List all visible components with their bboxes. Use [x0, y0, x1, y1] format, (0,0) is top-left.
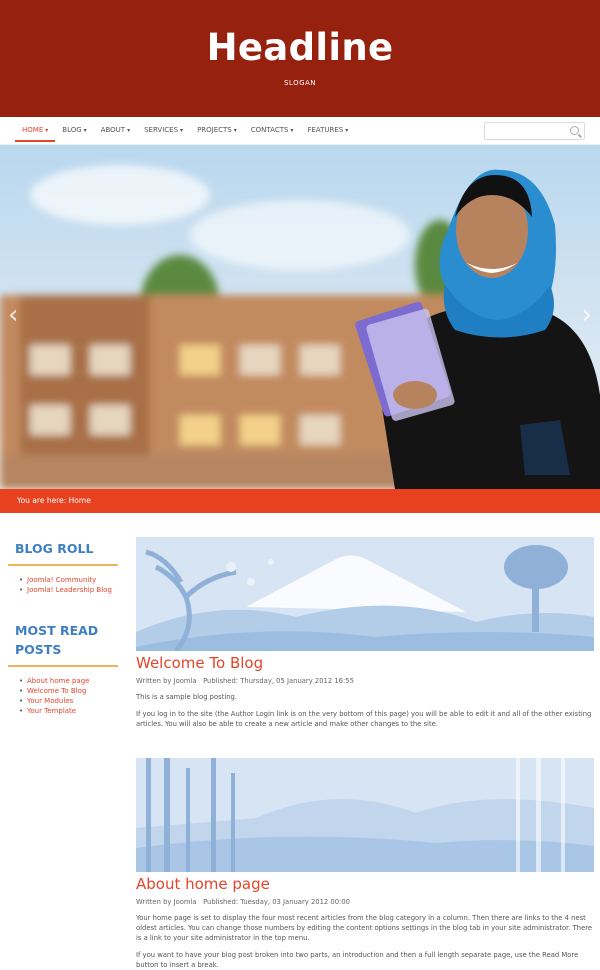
nav-item-home[interactable]: HOME ▾ — [15, 117, 55, 144]
article-paragraph: This is a sample blog posting. — [136, 693, 238, 701]
search-input[interactable] — [488, 129, 570, 145]
article-title[interactable]: Welcome To Blog — [136, 654, 264, 672]
main-column — [136, 537, 594, 970]
chevron-left-icon[interactable]: ‹ — [8, 300, 19, 330]
article-paragraph: If you want to have your blog post broken into two parts, an introduction and then a full length separate page, use the Read More button to insert a break. — [136, 951, 579, 969]
hero-image — [0, 145, 600, 489]
chevron-down-icon: ▾ — [233, 127, 237, 134]
list-item[interactable]: • Your Modules — [27, 696, 118, 706]
article-paragraph: Your home page is set to display the four most recent articles from the blog category in a column. Then there are links to the 4 nest oldest articles. You can change those numbers by editing the content options settings in the blog tab in your site administrator. There is a link to your site administrator in the top menu. — [136, 914, 593, 942]
article — [136, 537, 594, 729]
chevron-down-icon: ▾ — [83, 127, 87, 134]
chevron-down-icon: ▾ — [290, 127, 294, 134]
article-meta — [136, 898, 594, 906]
breadcrumb — [0, 489, 600, 513]
chevron-down-icon: ▾ — [345, 127, 349, 134]
nav-item-blog[interactable]: BLOG ▾ — [55, 117, 93, 144]
article-paragraph: If you log in to the site (the Author Login link is on the very bottom of this page) you will be able to edit it and all of the other existing articles. You will also be able to create a new article and make other changes to the site. — [136, 710, 592, 728]
chevron-down-icon: ▾ — [127, 127, 131, 134]
list-item[interactable]: • Joomla! Community — [27, 575, 118, 585]
divider — [8, 564, 118, 566]
search-box — [484, 122, 585, 140]
main-nav — [0, 117, 600, 145]
article-image[interactable] — [136, 537, 594, 651]
site-slogan: SLOGAN — [283, 79, 317, 87]
breadcrumb-current[interactable]: Home — [68, 496, 91, 505]
list-item[interactable]: • Your Template — [27, 706, 118, 716]
article-meta — [136, 677, 594, 685]
article-author: Written by Joomla — [136, 898, 197, 906]
hero-slider — [0, 145, 600, 489]
module-title: MOST READ POSTS — [15, 623, 99, 657]
list-item[interactable]: • About home page — [27, 676, 118, 686]
chevron-right-icon[interactable]: › — [581, 300, 592, 330]
module-blog-roll — [8, 539, 118, 595]
breadcrumb-prefix: You are here: — [17, 496, 67, 505]
article-published: Published: Tuesday, 03 January 2012 00:00 — [203, 898, 350, 906]
article-author: Written by Joomla — [136, 677, 197, 685]
list-item[interactable]: • Welcome To Blog — [27, 686, 118, 696]
search-icon[interactable] — [570, 126, 579, 135]
nav-item-contacts[interactable]: CONTACTS ▾ — [244, 117, 301, 144]
article-title[interactable]: About home page — [136, 875, 270, 893]
nav-item-about[interactable]: ABOUT ▾ — [94, 117, 137, 144]
divider — [8, 665, 118, 667]
article-image[interactable] — [136, 758, 594, 872]
site-header — [0, 0, 600, 117]
article — [136, 758, 594, 970]
site-title[interactable]: Headline — [206, 26, 394, 69]
module-title: BLOG ROLL — [15, 541, 94, 556]
module-most-read — [8, 621, 118, 716]
article-published: Published: Thursday, 05 January 2012 16:55 — [203, 677, 354, 685]
sidebar — [8, 539, 118, 716]
chevron-down-icon: ▾ — [45, 127, 49, 134]
nav-item-projects[interactable]: PROJECTS ▾ — [190, 117, 244, 144]
nav-item-services[interactable]: SERVICES ▾ — [137, 117, 190, 144]
nav-item-features[interactable]: FEATURES ▾ — [300, 117, 355, 144]
list-item[interactable]: • Joomla! Leadership Blog — [27, 585, 118, 595]
chevron-down-icon: ▾ — [180, 127, 184, 134]
